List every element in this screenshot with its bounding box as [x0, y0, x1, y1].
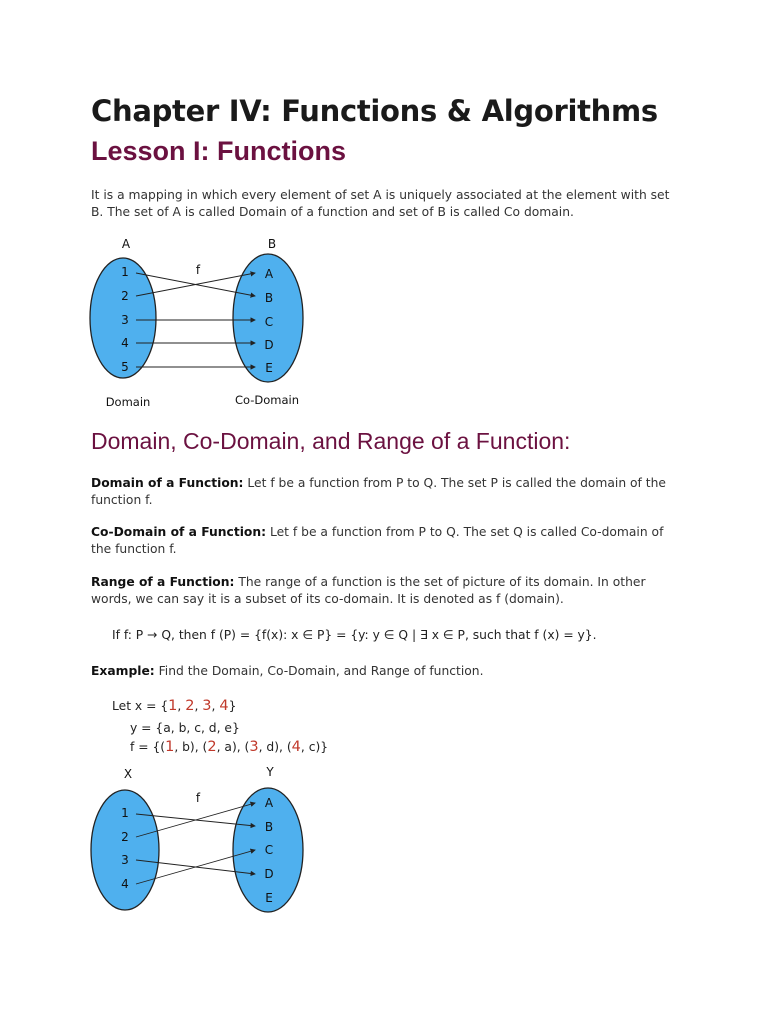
example-f-set — [130, 739, 328, 755]
domain-item: 1 — [121, 806, 129, 820]
pair-rest: , b), ( — [174, 740, 208, 754]
set-b-label: B — [267, 237, 277, 251]
codomain-item: C — [264, 315, 274, 329]
example-y-set: y = {a, b, c, d, e} — [130, 721, 240, 735]
set-a-label: A — [121, 237, 131, 251]
pair-rest: , d), ( — [258, 740, 292, 754]
section-heading: Domain, Co-Domain, and Range of a Function: — [91, 428, 571, 454]
codomain-item: E — [265, 361, 273, 375]
f-set-prefix: f = {( — [130, 740, 166, 754]
function-mapping-diagram — [80, 230, 320, 415]
x-value: 1 — [168, 698, 178, 714]
domain-item: 1 — [121, 265, 129, 279]
range-formula: If f: P → Q, then f (P) = {f(x): x ∈ P} = {y: y ∈ Q | ∃ x ∈ P, such that f (x) = y}. — [112, 628, 597, 642]
pair-rest: , c) — [300, 740, 321, 754]
f-set-suffix: } — [320, 740, 329, 754]
codomain-item: A — [264, 267, 274, 281]
x-value: 4 — [219, 698, 229, 714]
lesson-title: Lesson I: Functions — [91, 136, 347, 166]
domain-term: Domain of a Function: — [91, 476, 244, 490]
x-set-suffix: } — [228, 699, 237, 713]
domain-item: 2 — [121, 289, 129, 303]
pair-x: 4 — [291, 739, 301, 755]
range-text: The range of a function is the set of picture of its domain. In other words, we can say it is a subset of its co-domain. It is denoted as f (domain). — [91, 575, 646, 606]
function-label: f — [195, 791, 201, 805]
domain-caption: Domain — [105, 395, 151, 409]
codomain-item: D — [264, 867, 274, 881]
domain-text: Let f be a function from P to Q. The set P is called the domain of the function f. — [91, 476, 666, 507]
example-paragraph — [91, 663, 681, 680]
codomain-item: E — [265, 891, 273, 905]
domain-definition — [91, 475, 681, 508]
set-x-label: X — [123, 767, 133, 781]
codomain-item: B — [264, 820, 274, 834]
pair-x: 3 — [249, 739, 259, 755]
example-mapping-diagram — [80, 760, 320, 920]
example-text: Find the Domain, Co-Domain, and Range of function. — [154, 664, 484, 678]
pair-x: 1 — [165, 739, 175, 755]
example-term: Example: — [91, 664, 155, 678]
codomain-term: Co-Domain of a Function: — [91, 525, 267, 539]
example-x-set: Let x = {1, 2, 3, 4} — [112, 698, 237, 714]
codomain-definition — [91, 524, 681, 557]
domain-item: 2 — [121, 830, 129, 844]
set-y-label: Y — [266, 765, 274, 779]
codomain-item: D — [264, 338, 274, 352]
x-value: 3 — [202, 698, 212, 714]
codomain-item: A — [264, 796, 274, 810]
domain-item: 3 — [121, 853, 129, 867]
pair-rest: , a), ( — [216, 740, 250, 754]
function-label: f — [195, 263, 201, 277]
x-set-prefix: Let x = { — [112, 699, 169, 713]
codomain-text: Let f be a function from P to Q. The set Q is called Co-domain of the function f. — [91, 525, 664, 556]
domain-item: 4 — [121, 336, 129, 350]
codomain-item: B — [264, 291, 274, 305]
domain-item: 4 — [121, 877, 129, 891]
x-value: 2 — [185, 698, 195, 714]
range-term: Range of a Function: — [91, 575, 235, 589]
domain-item: 5 — [121, 360, 129, 374]
intro-paragraph: It is a mapping in which every element of set A is uniquely associated at the element with set B. The set of A is called Domain of a function and set of B is called Co domain. — [91, 188, 670, 219]
chapter-title: Chapter IV: Functions & Algorithms — [91, 94, 658, 128]
pair-x: 2 — [207, 739, 217, 755]
codomain-caption: Co-Domain — [234, 393, 300, 407]
range-definition — [91, 574, 681, 607]
domain-item: 3 — [121, 313, 129, 327]
codomain-item: C — [264, 843, 274, 857]
